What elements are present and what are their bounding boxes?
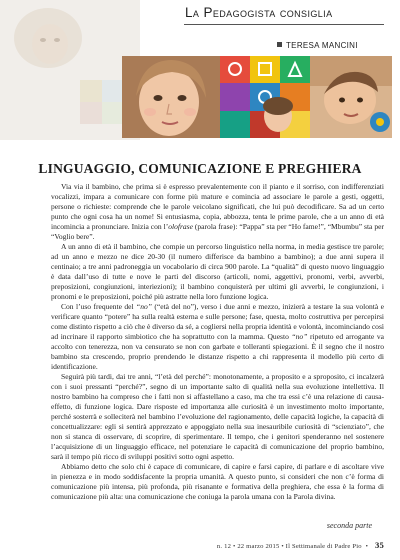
background-photo-collage (0, 0, 140, 140)
column-title-rule (184, 24, 384, 25)
article-paragraph (51, 182, 384, 242)
article-title: LINGUAGGIO, COMUNICAZIONE E PREGHIERA (38, 161, 362, 177)
background-photo-illustration (0, 0, 140, 140)
italic-text: “no” (291, 332, 308, 342)
italic-text: olofrase (168, 222, 193, 232)
page-footer: n. 12 • 22 marzo 2015 • Il Settimanale di Padre Pio • 35 (216, 540, 384, 550)
paragraph-text: Seguirà più tardi, dai tre anni, “l’età del perché”: monotonamente, a proposito e a sproposito, ci incalzerà con i suoi pressanti “perché?”, segno di un importante salto di qualità nella sua evoluzione intellettiva. Il nostro bambino ha compreso che i fatti non si affastellano a caso, ma che tra essi c’è una relazione di causa-effetto, di funzione logica. Dare risposte ed importanza alle curiosità è un investimento molto importante, perché sosterrà e solleciterà nel bambino l’evoluzione del ragionamento, delle capacità logiche, la capacità di concettualizzare: egli si sentirà apprezzato e appoggiato nella sua inesauribile curiosità di “scienziato”, che non si stanca di osservare, di scoprire, di sperimentare. Il tempo, che i genitori spenderanno nel sostenere l’acquisizione di un linguaggio efficace, nel potenziare le capacità di comunicazione del proprio bambino, sarà il tempo più ricco di sviluppi positivi sotto ogni aspetto. (51, 372, 384, 462)
square-bullet-icon (277, 42, 282, 47)
paragraph-text: (parola frase): “Pappa” sta per “Ho fame!”, “Mbumbu” sta per “Voglio bere”. (51, 222, 384, 242)
continuation-note: seconda parte (326, 521, 372, 530)
paragraph-text: Via via il bambino, che prima si è espresso prevalentemente con il pianto e il sorriso, con indifferenziati vocalizzi, impara a comunicare con forme più mature e comincia ad associare le parole a gesti, oggetti, persone o richieste: comprende che le parole veicolano significati, che lui può decodificare. Sa ad un certo punto che ogni cosa ha un nome! Si entusiasma, copia, abbozza, tenta le prime parole, che a un anno di età incomincia a pronunciare. Inizia con l’ (51, 182, 384, 232)
article-body (51, 182, 384, 503)
article-paragraph (51, 462, 384, 502)
paragraph-text: A un anno di età il bambino, che compie un percorso linguistico nella norma, in media gestisce tre parole; ad un anno e mezzo ne dice 20-30 (il numero differisce da bambino a bambino); a due anni supera il centinaio; a tre anni padroneggia un vocabolario di circa 900 parole. La “qualità” di questo nuovo linguaggio è data dall’uso di tutte e nove le parti del discorso (articoli, nomi, aggettivi, pronomi, verbi, avverbi, preposizioni, congiunzioni, interiezioni); il bambino conquisterà per ultimi gli avverbi, le congiunzioni, i pronomi e le preposizioni, poiché più astratte nella loro funzione logica. (51, 242, 384, 302)
footer-issue: n. 12 • 22 marzo 2015 • Il Settimanale di Padre Pio (216, 543, 362, 550)
paragraph-text: Con l’uso frequente del (61, 302, 136, 312)
article-paragraph (51, 302, 384, 372)
paragraph-text: ripetuto ed arrogante va accolto con tenerezza, non va censurato se non con garbate e tolleranti spiegazioni. È il segno che il nostro bambino sta crescendo, proprio prendendo le distanze rispetto a chi rappresenta il modello più certo di identificazione. (51, 332, 384, 372)
column-title: La Pedagogista consiglia (185, 5, 333, 20)
article-paragraph (51, 242, 384, 302)
page-number: 35 (375, 540, 384, 550)
photo-child-face (122, 56, 220, 138)
photo-child-playing (310, 56, 392, 138)
italic-text: “no” (136, 302, 152, 312)
photo-alphabet-blocks (220, 56, 310, 138)
author-name: TERESA MANCINI (286, 41, 358, 50)
article-paragraph (51, 372, 384, 462)
photo-strip (122, 56, 392, 138)
paragraph-text: (“età del no”), verso i due anni e mezzo, inizierà a testare la sua volontà e verificare quanto “potere” ha sulla realtà esterna e sulle persone; fase, questa, molto costruttiva per percepirsi come distinto rispetto a ciò che è diverso da sé, a cogliersi nella propria identità e volontà, incominciando così ad incrinare il rapporto simbiotico che ha soprattutto con la mamma. Questo (51, 302, 384, 342)
author-byline (277, 41, 358, 50)
paragraph-text: Abbiamo detto che solo chi è capace di comunicare, di capire e farsi capire, di parlare e di ascoltare vive in pienezza e in modo soddisfacente la propria umanità. A questo punto, si consideri che non c’è forma di comunicazione più intensa, più profonda, più risanante e formativa della preghiera, che essa è la forma di comunicazione più alta: una comunicazione che coniuga la parola umana con la Parola divina. (51, 462, 384, 502)
